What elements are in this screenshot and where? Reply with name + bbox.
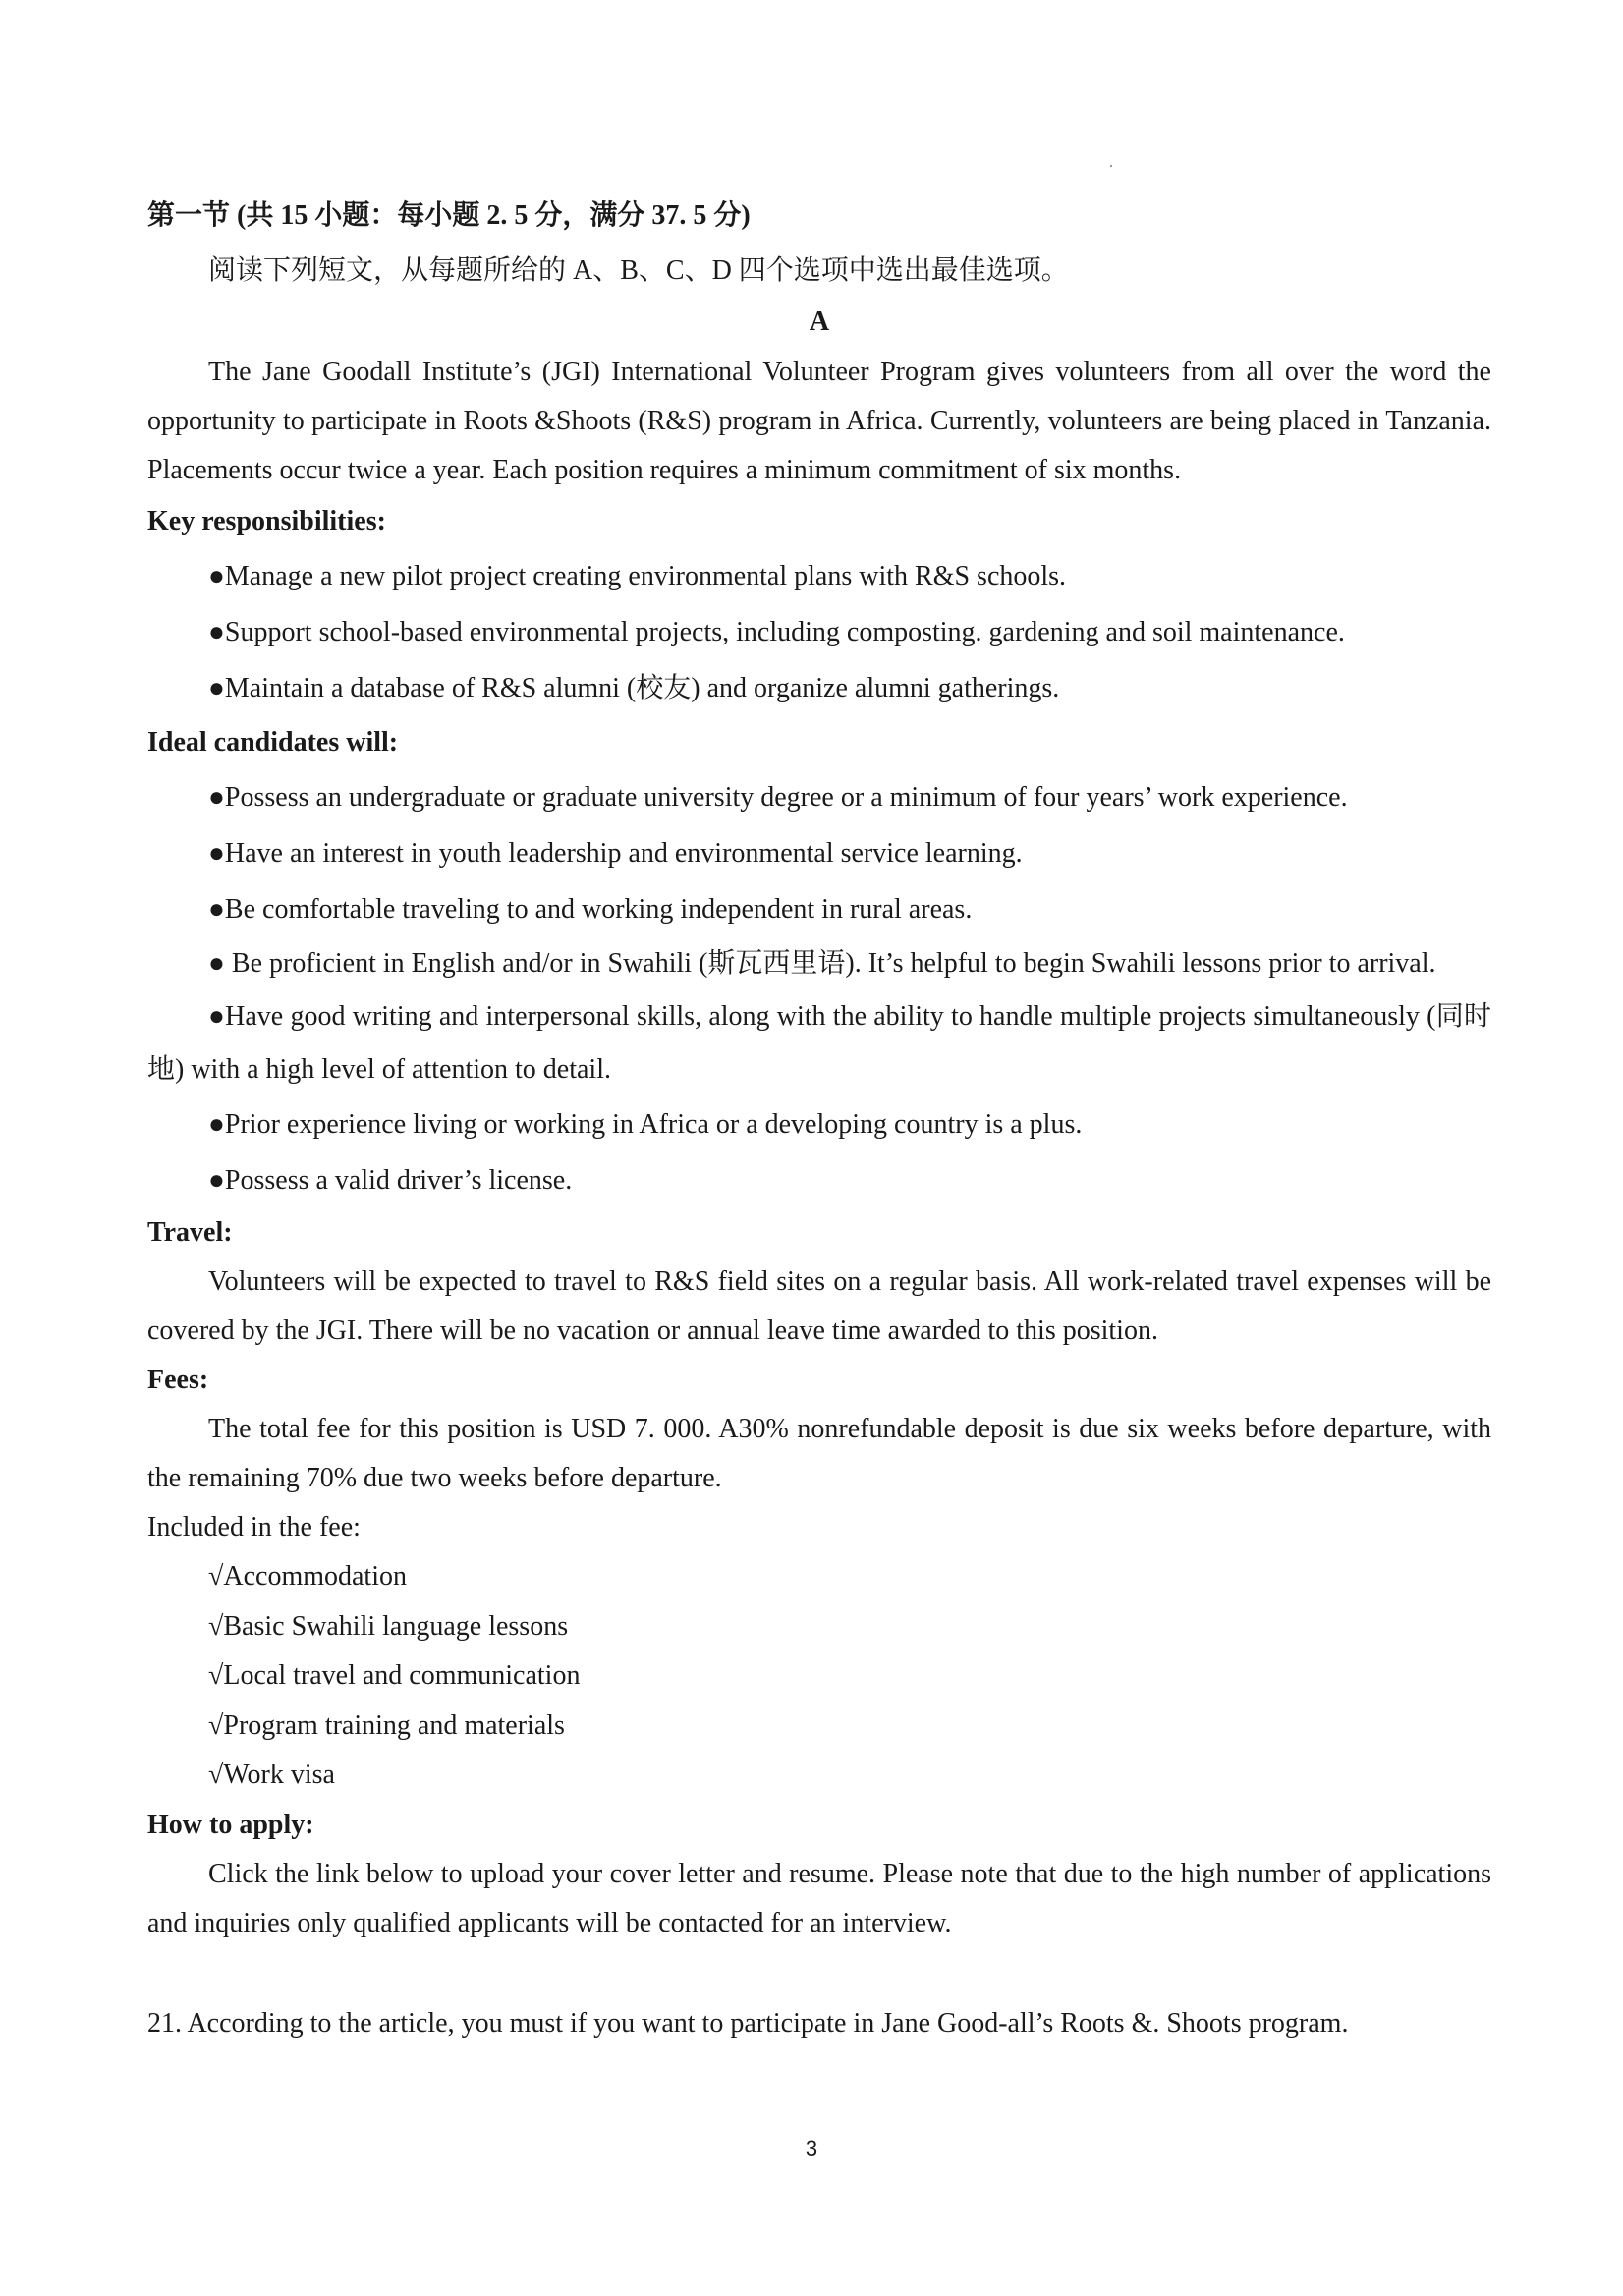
passage-label: A (809, 307, 830, 337)
list-item: √Basic Swahili language lessons (208, 1610, 569, 1642)
apply-paragraph: Click the link below to upload your cover letter and resume. Please note that due to the high number of applications and inquiries only qualified applicants will be contacted for an interview. (147, 1858, 1491, 1938)
section-title: 第一节 (共 15 小题：每小题 2. 5 分，满分 37. 5 分) (147, 200, 751, 231)
candidates-heading: Ideal candidates will: (147, 727, 399, 757)
list-item: ●Possess an undergraduate or graduate university degree or a minimum of four years’ work experience. (208, 782, 1348, 812)
intro-paragraph: The Jane Goodall Institute’s (JGI) International Volunteer Program gives volunteers from all over the word the opportunity to participate in Roots &Shoots (R&S) program in Africa. Currently, volunteers are being placed in Tanzania. Placements occur twice a year. Each position requires a minimum commitment of six months. (147, 357, 1491, 485)
spacer (147, 1948, 1491, 1999)
list-item: ●Possess a valid driver’s license. (208, 1165, 573, 1196)
list-item: ●Be comfortable traveling to and working independent in rural areas. (208, 894, 973, 924)
list-item: ●Have an interest in youth leadership and environmental service learning. (208, 838, 1023, 868)
list-item: √Local travel and communication (208, 1660, 581, 1691)
travel-heading: Travel: (147, 1217, 233, 1248)
apply-heading: How to apply: (147, 1809, 314, 1840)
responsibilities-list (147, 548, 1491, 716)
page-number: 3 (805, 2136, 818, 2160)
list-item: √Program training and materials (208, 1709, 565, 1741)
fees-heading: Fees: (147, 1365, 209, 1395)
list-item: ●Support school-based environmental projects, including composting. gardening and soil maintenance. (208, 617, 1345, 647)
responsibilities-heading: Key responsibilities: (147, 506, 386, 536)
document-page (147, 187, 1491, 2048)
question-21: 21. According to the article, you must if you want to participate in Jane Good-all’s Roots &. Shoots program. (147, 2007, 1349, 2039)
list-item: √Accommodation (208, 1561, 407, 1592)
list-item: ● Be proficient in English and/or in Swahili (斯瓦西里语). It’s helpful to begin Swahili lessons prior to arrival. (208, 948, 1436, 979)
included-label: Included in the fee: (147, 1512, 361, 1542)
list-item: ●Have good writing and interpersonal skills, along with the ability to handle multiple projects simultaneously (同时地) with a high level of attention to detail. (147, 1001, 1491, 1085)
candidates-list (147, 769, 1491, 1208)
stray-mark (1110, 165, 1112, 167)
travel-paragraph: Volunteers will be expected to travel to R&S field sites on a regular basis. All work-related travel expenses will be covered by the JGI. There will be no vacation or annual leave time awarded to this position. (147, 1266, 1491, 1346)
instruction: 阅读下列短文，从每题所给的 A、B、C、D 四个选项中选出最佳选项。 (208, 255, 1069, 286)
list-item: ●Manage a new pilot project creating environmental plans with R&S schools. (208, 561, 1067, 591)
included-list (147, 1552, 1491, 1801)
list-item: ●Prior experience living or working in Africa or a developing country is a plus. (208, 1109, 1083, 1140)
fees-paragraph: The total fee for this position is USD 7. 000. A30% nonrefundable deposit is due six weeks before departure, with the remaining 70% due two weeks before departure. (147, 1414, 1491, 1493)
list-item: ●Maintain a database of R&S alumni (校友) and organize alumni gatherings. (208, 673, 1060, 703)
list-item: √Work visa (208, 1760, 335, 1790)
